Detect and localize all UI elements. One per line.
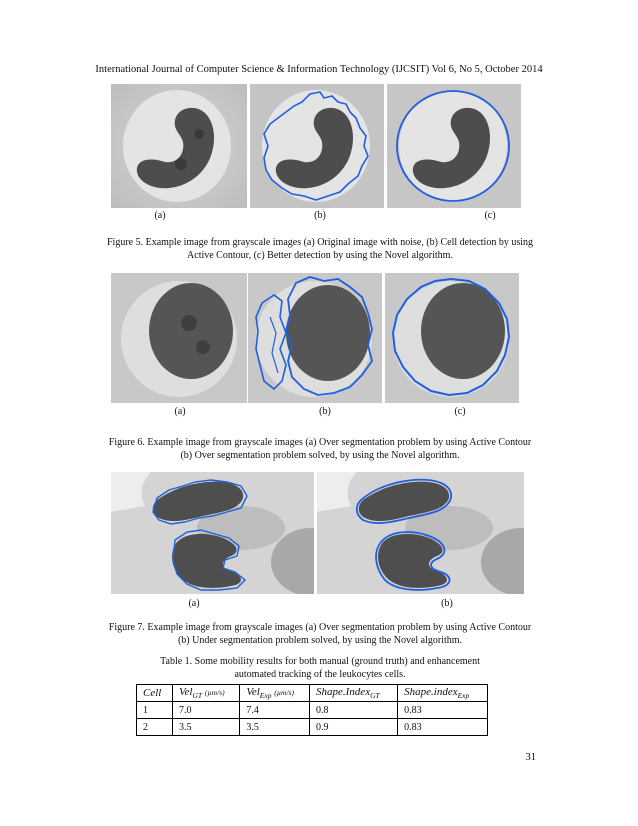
figure5-label-a: (a) <box>154 210 166 221</box>
figure6-image-c <box>385 273 519 403</box>
figure5-caption-line1: Figure 5. Example image from grayscale images (a) Original image with noise, (b) Cell detection by using <box>107 237 533 248</box>
table-cell: 7.4 <box>240 702 310 719</box>
header-cell-label: Cell <box>143 687 162 700</box>
table-cell: 0.8 <box>310 702 398 719</box>
table-cell: 0.83 <box>398 719 488 736</box>
figure6-caption <box>100 436 540 462</box>
table-cell: 0.83 <box>398 702 488 719</box>
figure7-image-a <box>111 472 314 594</box>
table-header-row <box>137 685 488 702</box>
figure5-caption-line2: Active Contour, (c) Better detection by using the Novel algorithm. <box>187 250 453 261</box>
header-shape-gt-main: Shape.Index <box>316 686 371 698</box>
header-vel-exp-unit: (µm/s) <box>274 688 294 697</box>
figure6-image-a <box>111 273 247 403</box>
table-cell: 7.0 <box>173 702 240 719</box>
table-row <box>137 702 488 719</box>
header-cell <box>137 685 173 702</box>
figure5-caption <box>100 236 540 262</box>
figure5-label-b: (b) <box>314 210 326 221</box>
figure5-image-c <box>387 84 521 208</box>
table-row <box>137 719 488 736</box>
header-shape-gt-sub: GT <box>370 691 380 701</box>
header-vel-exp-main: Vel <box>246 686 260 698</box>
figure6-caption-line1: Figure 6. Example image from grayscale images (a) Over segmentation problem by using Active Contour <box>108 437 532 448</box>
figure6-label-b: (b) <box>319 406 331 417</box>
journal-header: International Journal of Computer Science & Information Technology (IJCSIT) Vol 6, No 5, October 2014 <box>95 64 543 75</box>
header-vel-gt-main: Vel <box>179 686 193 698</box>
header-shape-gt <box>310 685 398 702</box>
table1-caption <box>130 655 510 681</box>
figure5-image-b <box>250 84 384 208</box>
header-shape-exp-sub: Exp <box>457 691 470 701</box>
header-shape-exp <box>398 685 488 702</box>
figure7-caption <box>100 621 540 647</box>
figure5-image-a <box>111 84 247 208</box>
table-cell: 3.5 <box>240 719 310 736</box>
figure7-caption-line1: Figure 7. Example image from grayscale images (a) Over segmentation problem by using Active Contour <box>108 622 532 633</box>
page-number: 31 <box>525 752 536 763</box>
figure6-caption-line2: (b) Over segmentation problem solved, by using the Novel algorithm. <box>180 450 460 461</box>
header-vel-exp-sub: Exp <box>259 691 272 701</box>
header-shape-exp-main: Shape.index <box>404 686 458 698</box>
table-cell: 2 <box>137 719 173 736</box>
table-cell: 0.9 <box>310 719 398 736</box>
header-vel-gt <box>173 685 240 702</box>
figure7-caption-line2: (b) Under segmentation problem solved, by using the Novel algorithm. <box>177 635 463 646</box>
figure7-label-a: (a) <box>188 598 200 609</box>
figure6-label-c: (c) <box>454 406 466 417</box>
figure7-label-b: (b) <box>441 598 453 609</box>
results-table <box>136 684 488 736</box>
header-vel-gt-sub: GT <box>192 691 203 701</box>
figure5-label-c: (c) <box>484 210 496 221</box>
table-cell: 3.5 <box>173 719 240 736</box>
figure6-image-b <box>248 273 382 403</box>
figure6-label-a: (a) <box>174 406 186 417</box>
table-cell: 1 <box>137 702 173 719</box>
table1-caption-line2: automated tracking of the leukocytes cells. <box>234 669 406 680</box>
header-vel-exp <box>240 685 310 702</box>
table1-caption-line1: Table 1. Some mobility results for both manual (ground truth) and enhancement <box>160 656 480 667</box>
header-vel-gt-unit: (µm/s) <box>204 688 225 697</box>
figure7-image-b <box>317 472 524 594</box>
